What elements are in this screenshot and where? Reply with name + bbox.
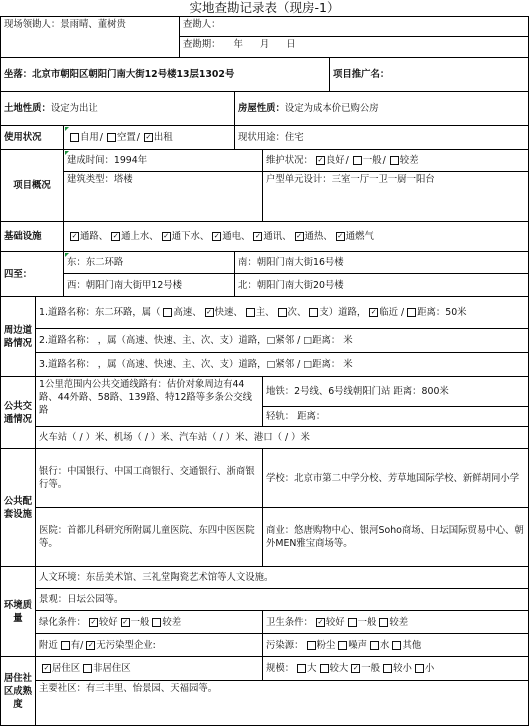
- nearby-label: 附近: [39, 639, 58, 651]
- pollution-opt-2-box[interactable]: [370, 641, 379, 650]
- date-month: 月: [259, 39, 270, 50]
- document-title: 实地查勘记录表（现房-1）: [189, 0, 340, 15]
- current-use-label: 现状用途：: [238, 132, 285, 143]
- roads-label-cell: [0, 297, 36, 377]
- road-1-type-1: 快速: [214, 307, 234, 318]
- usage-options-cell: 自用 / 空置 / ✓ 出租: [64, 126, 235, 150]
- scale-opt-1: 较大: [329, 663, 349, 674]
- road-1-type-4-box[interactable]: [309, 308, 318, 317]
- house-cell: [235, 92, 529, 126]
- community-opt-0-box[interactable]: [42, 664, 51, 673]
- landscape-cell: [36, 589, 529, 611]
- house-value: 设定为成本价已购公房: [284, 103, 379, 114]
- transit-subway: 地铁：2号线、6号线朝阳门站 距离：800米: [266, 386, 449, 397]
- road-1-dist-box[interactable]: [407, 308, 416, 317]
- leader-value: 景雨晴、董树贵: [60, 19, 126, 30]
- usage-opt-2-box[interactable]: [144, 133, 153, 142]
- maint-opt-2-box[interactable]: [390, 156, 399, 165]
- green-opt-1-box[interactable]: [121, 618, 130, 627]
- date-year: 年: [233, 39, 243, 50]
- maint-label: 维护状况：: [266, 155, 313, 166]
- location-label: 坐落：: [4, 69, 33, 80]
- green-opt-0-box[interactable]: [89, 618, 98, 627]
- west-cell: [64, 274, 235, 297]
- infra-items-cell: ✓ 通路 、 ✓ 通上水 、 ✓ 通下水 、 ✓ 通电 、 ✓ 通讯 、 ✓ 通热 、 ✓ 通燃气: [64, 222, 529, 252]
- facility-bank: 银行：中国银行、中国工商银行、交通银行、浙商银行等。: [39, 466, 255, 490]
- boundary-north: 北：朝阳门南大街20号楼: [238, 279, 344, 291]
- road-1-type-3-box[interactable]: [278, 308, 287, 317]
- commerce-cell: [263, 508, 529, 567]
- green-cell: [36, 611, 263, 634]
- maint-opt-2-label: 较差: [399, 155, 419, 166]
- build-type: 建筑类型：塔楼: [67, 174, 133, 185]
- infra-item-5: 通热: [304, 231, 324, 242]
- usage-label: 使用状况: [4, 132, 42, 143]
- pollution-opt-3-box[interactable]: [392, 641, 401, 650]
- road-1-type-1-box[interactable]: [205, 308, 214, 317]
- maintenance-cell: 维护状况： ✓ 良好 / 一般 / 较差: [263, 150, 529, 172]
- road-1-type-0: 高速: [173, 307, 193, 318]
- sanitary-opt-2: 较差: [389, 616, 409, 628]
- facilities-label: 公共配套设施: [3, 495, 33, 520]
- infra-item-1: 通上水: [121, 231, 150, 242]
- road-1-near-box[interactable]: [369, 308, 378, 317]
- sanitary-opt-1: 一般: [357, 616, 377, 628]
- environment-label-cell: [0, 567, 36, 657]
- stations-cell: [36, 427, 529, 449]
- pollution-opt-0-box[interactable]: [307, 641, 316, 650]
- scale-opt-1-box[interactable]: [320, 664, 329, 673]
- infra-item-3: 通电: [222, 231, 241, 242]
- usage-opt-2-label: 出租: [153, 132, 173, 143]
- infra-item-2-box[interactable]: [162, 232, 171, 241]
- infra-label: 基础设施: [4, 231, 42, 242]
- date-cell: [180, 37, 529, 58]
- infra-item-0: 通路: [80, 231, 99, 242]
- nearby-opt-1-box[interactable]: [86, 641, 95, 650]
- infra-item-1-box[interactable]: [111, 232, 120, 241]
- infra-item-0-box[interactable]: [70, 232, 79, 241]
- road-1-dist: 距离：50米: [417, 307, 467, 318]
- boundary-label-cell: [0, 252, 64, 297]
- road-1-prefix: 1.道路名称：东二环路，属（: [39, 307, 161, 318]
- maint-opt-1-label: 一般: [362, 155, 382, 166]
- current-use-cell: [235, 126, 529, 150]
- land-cell: [0, 92, 235, 126]
- community-main: 主要社区：有三丰里、怡景园、天福园等。: [39, 683, 218, 694]
- north-cell: [235, 274, 529, 297]
- green-opt-1: 一般: [130, 616, 150, 628]
- nearby-opt-1: 无污染型企业:: [96, 639, 156, 651]
- location-cell: [0, 58, 330, 92]
- built-time: 建成时间：1994年: [67, 155, 148, 166]
- transit-stations: 火车站（ / ）米、机场（ / ）米、汽车站（ / ）米、港口（ / ）米: [39, 432, 310, 443]
- surveyor-label: 查勘人：: [183, 19, 221, 30]
- sanitary-opt-0-box[interactable]: [316, 618, 325, 627]
- facility-school: 学校：北京市第二中学分校、芳草地国际学校、新鲜胡同小学: [266, 472, 520, 484]
- humanity-cell: [36, 567, 529, 589]
- date-day: 日: [286, 39, 296, 50]
- east-cell: [64, 252, 235, 274]
- scale-opt-0: 大: [307, 663, 317, 674]
- infra-item-4-box[interactable]: [253, 232, 262, 241]
- pollution-opt-2: 水: [380, 639, 390, 651]
- community-label-cell: [0, 657, 36, 726]
- transit-label: 公共交通情况: [3, 400, 33, 425]
- transit-label-cell: [0, 377, 36, 449]
- scale-opt-4: 小: [424, 663, 435, 674]
- build-type-cell: [64, 172, 263, 222]
- infra-item-5-box[interactable]: [295, 232, 304, 241]
- road-1-type-3: 次: [287, 307, 297, 318]
- community-opt-1-box[interactable]: [83, 664, 92, 673]
- road-1-type-0-box[interactable]: [163, 308, 172, 317]
- community-opt-1: 非居住区: [93, 663, 131, 674]
- boundary-label: 四至：: [4, 268, 33, 280]
- sanitary-opt-2-box[interactable]: [379, 618, 388, 627]
- bank-cell: [36, 449, 263, 508]
- pollution-opt-1-box[interactable]: [338, 641, 347, 650]
- boundary-west: 西：朝阳门南大街甲12号楼: [67, 279, 183, 291]
- maint-opt-0-box[interactable]: [316, 156, 325, 165]
- community-opt-0: 居住区: [52, 663, 81, 674]
- road-2-cell: [36, 329, 529, 353]
- scale-opt-0-box[interactable]: [297, 664, 306, 673]
- pollution-label: 污染源：: [266, 639, 304, 651]
- pollution-opt-1: 噪声: [348, 639, 368, 651]
- promo-label: 项目推广名：: [333, 69, 390, 80]
- scale-opt-3: 较小: [393, 663, 412, 674]
- env-humanity: 人文环境：东岳美术馆、三礼堂陶瓷艺术馆等人文设施。: [39, 572, 274, 583]
- unit-design: 户型单元设计：三室一厅一卫一厨一阳台: [266, 174, 435, 185]
- pollution-opt-3: 其他: [402, 639, 422, 651]
- unit-design-cell: [263, 172, 529, 222]
- community-type-cell: [36, 657, 263, 681]
- project-label-cell: [0, 150, 64, 222]
- infra-item-6: 通燃气: [345, 231, 374, 242]
- green-opt-0: 较好: [98, 616, 118, 628]
- scale-cell: [263, 657, 529, 681]
- subway-cell: [263, 377, 529, 407]
- sanitary-opt-0: 较好: [325, 616, 345, 628]
- road-1-type-4: 支: [319, 307, 329, 318]
- location-value: 北京市朝阳区朝阳门南大街12号楼13层1302号: [32, 69, 235, 80]
- facility-commerce: 商业：悠唐购物中心、银河Soho商场、日坛国际贸易中心、朝外MEN雅宝商场等。: [266, 525, 524, 549]
- road-1-mid: ）道路，: [328, 307, 367, 318]
- pollution-cell: [263, 634, 529, 657]
- infra-item-6-box[interactable]: [336, 232, 345, 241]
- nearby-cell: [36, 634, 263, 657]
- hospital-cell: [36, 508, 263, 567]
- usage-opt-0-box[interactable]: [70, 133, 79, 142]
- green-opt-2-box[interactable]: [152, 618, 161, 627]
- main-community-cell: [36, 681, 529, 726]
- current-use-value: 住宅: [284, 132, 304, 143]
- school-cell: [263, 449, 529, 508]
- project-label: 项目概况: [13, 180, 51, 191]
- road-2-text: 2.道路名称： ，属（高速、快速、主、次、支）道路，□紧邻 / □距离： 米: [39, 335, 353, 346]
- facility-hospital: 医院：首都儿科研究所附属儿童医院、东四中医医院等。: [39, 525, 255, 549]
- roads-label: 周边道路情况: [3, 324, 33, 349]
- green-label: 绿化条件：: [39, 616, 86, 628]
- land-value: 设定为出让: [50, 103, 98, 114]
- scale-opt-4-box[interactable]: [415, 664, 424, 673]
- scale-opt-3-box[interactable]: [383, 664, 392, 673]
- surveyor-cell: [180, 16, 529, 37]
- boundary-south: 南：朝阳门南大街16号楼: [238, 257, 344, 268]
- sanitary-cell: [263, 611, 529, 634]
- road-1-type-2: 主: [255, 307, 266, 318]
- infra-item-4: 通讯: [263, 231, 283, 242]
- usage-label-cell: [0, 126, 64, 150]
- road-3-cell: [36, 353, 529, 377]
- usage-opt-0-label: 自用: [80, 132, 99, 143]
- infra-item-2: 通下水: [171, 231, 200, 242]
- maint-opt-1-box[interactable]: [353, 156, 362, 165]
- road-3-text: 3.道路名称： ，属（高速、快速、主、次、支）道路，□紧邻 / □距离： 米: [39, 359, 353, 370]
- south-cell: [235, 252, 529, 274]
- promo-cell: [330, 58, 529, 92]
- green-opt-2: 较差: [162, 616, 182, 628]
- transit-rail: 轻轨： 距离：: [266, 411, 326, 422]
- sanitary-opt-1-box[interactable]: [348, 618, 357, 627]
- sanitary-label: 卫生条件：: [266, 616, 313, 628]
- infra-label-cell: [0, 222, 64, 252]
- usage-opt-1-box[interactable]: [107, 133, 116, 142]
- maint-opt-0-label: 良好: [325, 155, 345, 166]
- built-time-cell: [64, 150, 263, 172]
- road-1-near: 临近 /: [379, 307, 405, 318]
- facilities-label-cell: [0, 449, 36, 567]
- pollution-opt-0: 粉尘: [316, 639, 336, 651]
- scale-label: 规模：: [266, 663, 295, 674]
- usage-opt-1-label: 空置: [116, 132, 136, 143]
- nearby-opt-0-box[interactable]: [61, 641, 70, 650]
- community-label: 居住社区成熟度: [3, 672, 33, 710]
- bus-cell: [36, 377, 263, 427]
- infra-item-3-box[interactable]: [212, 232, 221, 241]
- leader-label: 现场领勘人：: [4, 19, 61, 30]
- road-1-cell: 1.道路名称：东二环路，属（ 高速 、 ✓ 快速 、 主 、 次 、 支 ）道路， ✓ 临近 / 距离：50米: [36, 297, 529, 329]
- leader-cell: [0, 16, 180, 58]
- env-landscape: 景观：日坛公园等。: [39, 594, 124, 605]
- boundary-east: 东：东二环路: [67, 257, 124, 268]
- nearby-opt-0: 有/: [70, 639, 84, 651]
- scale-opt-2: 一般: [361, 663, 381, 674]
- transit-bus: 1公里范围内公共交通线路有：估价对象周边有44路、44外路、58路、139路、特12路等多条公交线路: [39, 379, 253, 416]
- date-label: 查勘期：: [183, 39, 221, 50]
- house-label: 房屋性质：: [238, 103, 285, 114]
- road-1-type-2-box[interactable]: [246, 308, 255, 317]
- scale-opt-2-box[interactable]: [351, 664, 360, 673]
- environment-label: 环境质量: [3, 599, 33, 624]
- rail-cell: [263, 407, 529, 427]
- land-label: 土地性质：: [4, 103, 51, 114]
